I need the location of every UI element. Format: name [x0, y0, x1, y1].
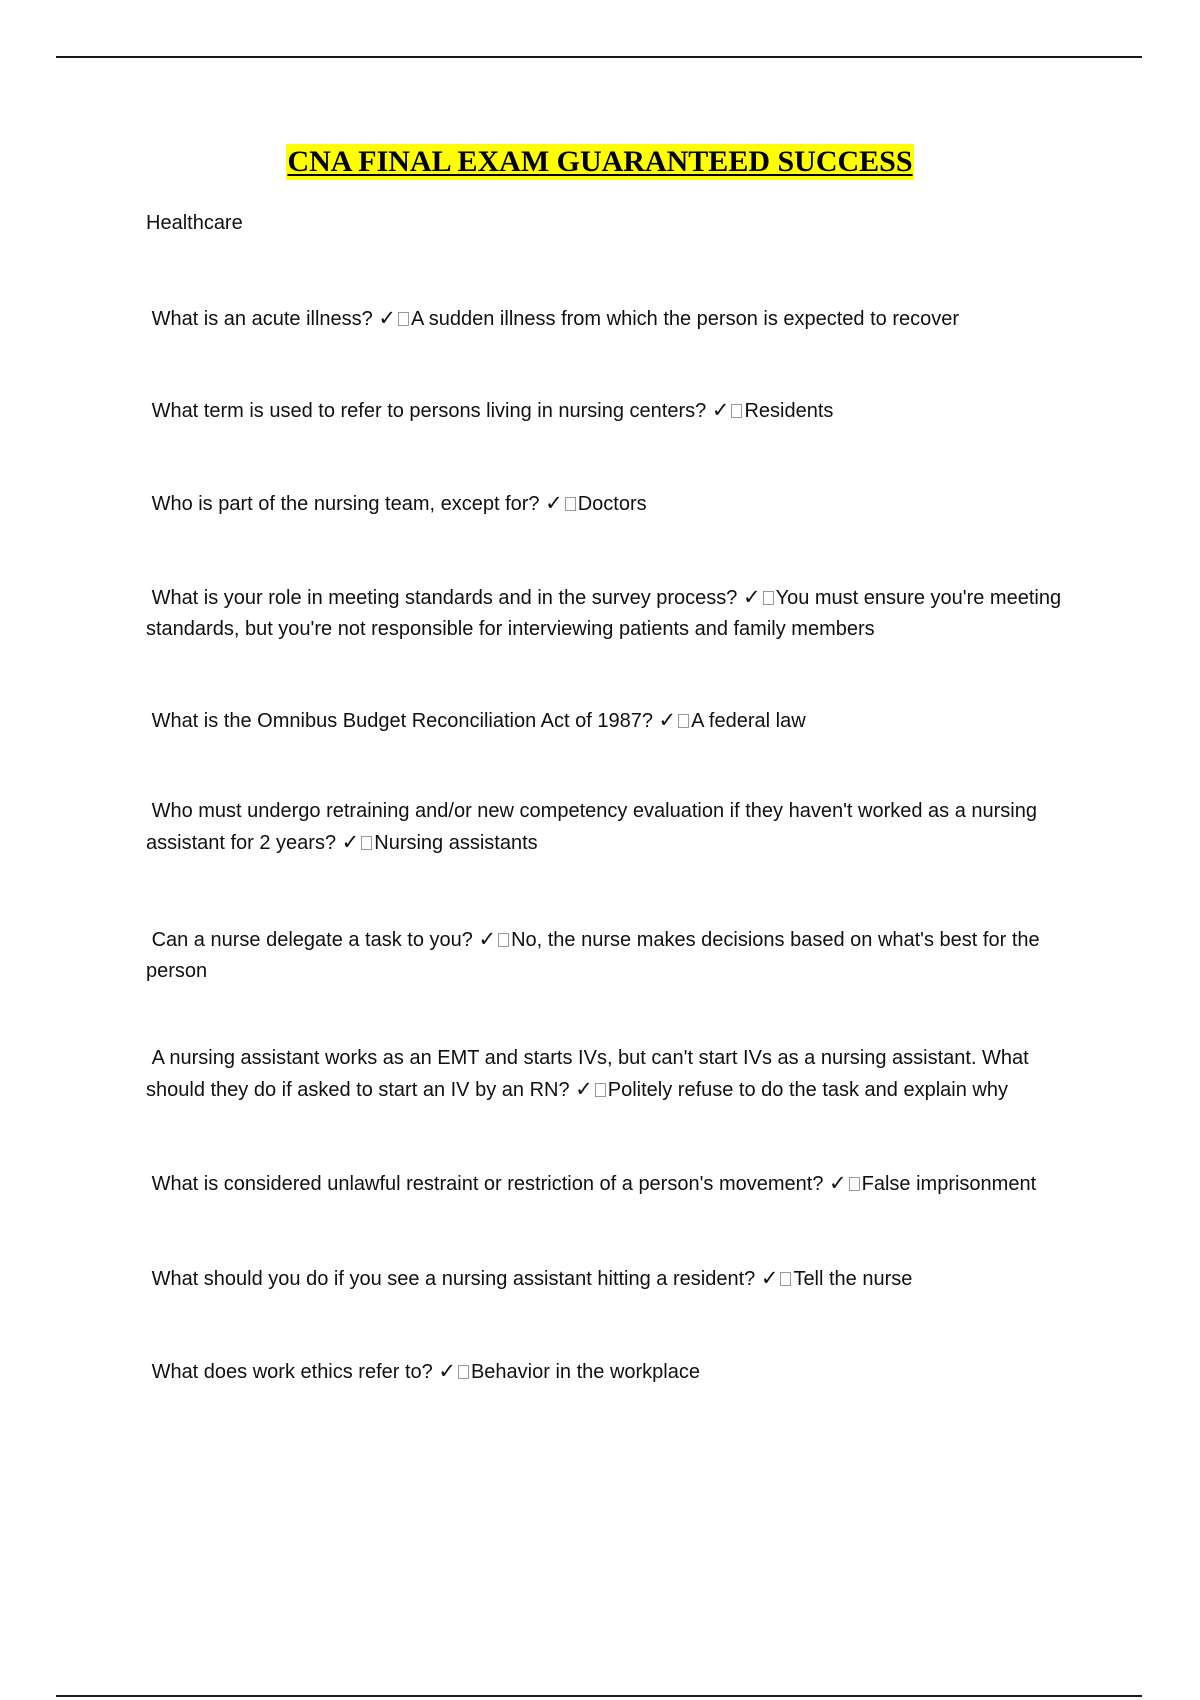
qa-item [146, 924, 1086, 987]
answer-text: Residents [744, 400, 834, 422]
answer-text: Behavior in the workplace [470, 1361, 700, 1383]
qa-item [146, 488, 1086, 520]
check-mark-icon: ✓ [545, 491, 563, 515]
qa-item [146, 705, 1086, 737]
box-glyph-icon [678, 714, 689, 728]
check-mark-icon: ✓ [829, 1171, 847, 1195]
check-mark-icon: ✓ [760, 1266, 779, 1290]
qa-item [146, 1043, 1086, 1106]
qa-item [146, 303, 1086, 335]
qa-item [146, 395, 1086, 427]
box-glyph-icon [458, 1365, 469, 1379]
question-text: What should you do if you see a nursing assistant hitting a resident? [151, 1268, 756, 1290]
question-text: What is your role in meeting standards and in the survey process? [151, 587, 738, 609]
qa-item [146, 1356, 1086, 1388]
question-text: What term is used to refer to persons living in nursing centers? [151, 400, 707, 422]
question-text: Who must undergo retraining and/or new competency evaluation if they haven't worked as a nursing assistant for 2 years? [146, 800, 1037, 854]
question-text: What is the Omnibus Budget Reconciliation Act of 1987? [151, 710, 653, 732]
answer-text: A federal law [691, 710, 806, 732]
question-text: What does work ethics refer to? [151, 1361, 433, 1383]
box-glyph-icon [498, 933, 509, 947]
box-glyph-icon [763, 591, 774, 605]
box-glyph-icon [780, 1272, 791, 1286]
qa-item [146, 796, 1086, 859]
category-label: Healthcare [146, 212, 243, 234]
check-mark-icon: ✓ [711, 398, 730, 422]
answer-text: Nursing assistants [374, 832, 538, 854]
check-mark-icon: ✓ [575, 1077, 593, 1101]
answer-text: Tell the nurse [793, 1268, 913, 1290]
question-text: What is considered unlawful restraint or restriction of a person's movement? [151, 1173, 824, 1195]
box-glyph-icon [731, 404, 742, 418]
box-glyph-icon [398, 312, 409, 326]
answer-text: Politely refuse to do the task and explain why [607, 1079, 1008, 1101]
check-mark-icon: ✓ [341, 830, 360, 854]
answer-text: False imprisonment [861, 1173, 1037, 1195]
question-text: Can a nurse delegate a task to you? [151, 929, 473, 951]
answer-text: You must ensure you're meeting standards, but you're not responsible for interviewing patients and family members [146, 587, 1062, 640]
question-text: What is an acute illness? [151, 308, 373, 330]
qa-item [146, 1168, 1086, 1200]
check-mark-icon: ✓ [438, 1359, 456, 1383]
question-text: A nursing assistant works as an EMT and starts IVs, but can't start IVs as a nursing assistant. What should they do if asked to start an IV by an RN? [146, 1047, 1029, 1101]
box-glyph-icon [565, 497, 576, 511]
bottom-rule [56, 1695, 1142, 1697]
document-title: CNA FINAL EXAM GUARANTEED SUCCESS [287, 145, 913, 178]
box-glyph-icon [595, 1083, 606, 1097]
question-text: Who is part of the nursing team, except for? [151, 493, 540, 515]
answer-text: No, the nurse makes decisions based on what's best for the person [146, 929, 1040, 982]
check-mark-icon: ✓ [478, 927, 497, 951]
check-mark-icon: ✓ [378, 306, 396, 330]
box-glyph-icon [361, 836, 372, 850]
answer-text: Doctors [577, 493, 647, 515]
qa-item [146, 1263, 1086, 1295]
box-glyph-icon [849, 1177, 860, 1191]
qa-item [146, 582, 1086, 645]
answer-text: A sudden illness from which the person is expected to recover [410, 308, 960, 330]
check-mark-icon: ✓ [742, 585, 761, 609]
check-mark-icon: ✓ [658, 708, 677, 732]
